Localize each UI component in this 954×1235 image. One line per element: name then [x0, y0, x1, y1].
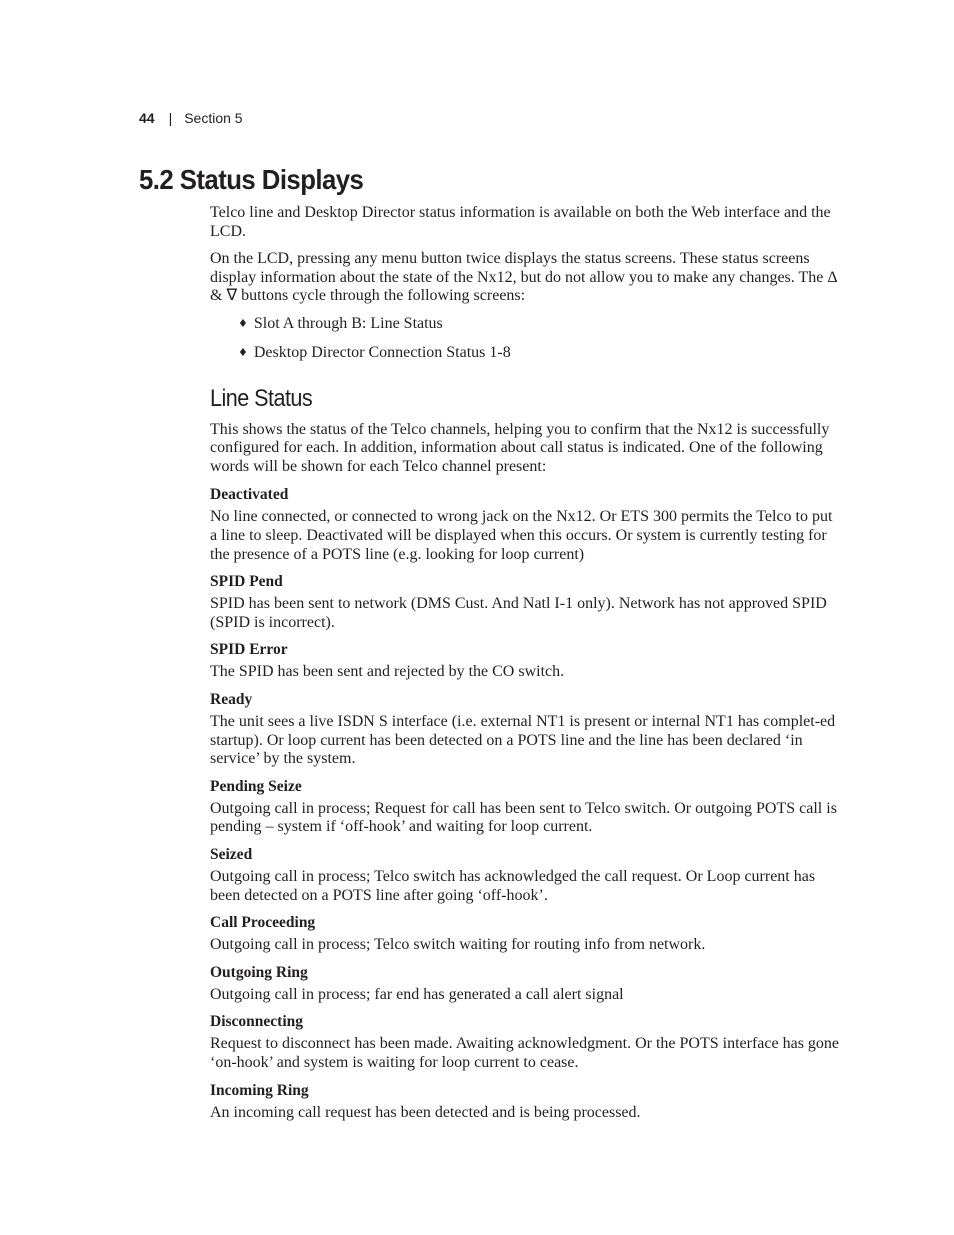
status-term — [210, 1081, 842, 1123]
term-definition: Outgoing call in process; Telco switch has acknowledged the call request. Or Loop current has been detected on a POTS line after going ‘off-hook’. — [210, 867, 816, 904]
term-definition: Outgoing call in process; Telco switch waiting for routing info from network. — [210, 936, 706, 954]
page-number: 44 — [139, 110, 155, 126]
term-definition: An incoming call request has been detected and is being processed. — [210, 1103, 641, 1121]
line-status-intro: This shows the status of the Telco channels, helping you to confirm that the Nx12 is successfully configured for each. In addition, information about call status is indicated. One of the following words will be shown for each Telco channel present: — [210, 420, 830, 475]
term-name: SPID Error — [210, 641, 288, 659]
term-definition: Outgoing call in process; far end has generated a call alert signal — [210, 985, 624, 1003]
line-status-heading: Line Status — [210, 384, 313, 412]
term-definition: Request to disconnect has been made. Awaiting acknowledgment. Or the POTS interface has gone ‘on-hook’ and system is waiting for loop current to cease. — [210, 1035, 840, 1071]
status-term — [210, 690, 842, 769]
list-item — [238, 315, 842, 335]
term-name: Outgoing Ring — [210, 963, 308, 981]
status-term — [210, 572, 842, 632]
term-name: Ready — [210, 691, 253, 708]
term-definition: Outgoing call in process; Request for call has been sent to Telco switch. Or outgoing POTS call is pending – system if ‘off-hook’ and waiting for loop current. — [210, 799, 837, 836]
term-definition: SPID has been sent to network (DMS Cust. And Natl I-1 only). Network has not approved SPID (SPID is incorrect). — [210, 595, 827, 631]
term-definition: No line connected, or connected to wrong jack on the Nx12. Or ETS 300 permits the Telco to put a line to sleep. Deactivated will be displayed when this occurs. Or system is currently testing for the presence of a POTS line (e.g. looking for loop current) — [210, 508, 833, 563]
status-term — [210, 845, 842, 905]
screen-list — [210, 315, 842, 364]
section-body — [210, 204, 842, 1130]
term-name: Deactivated — [210, 486, 289, 504]
list-item-text: Desktop Director Connection Status 1-8 — [253, 344, 511, 362]
status-term — [210, 913, 842, 955]
status-term — [210, 485, 842, 564]
section-label: Section 5 — [184, 110, 243, 126]
term-name: Call Proceeding — [210, 914, 316, 932]
running-header — [139, 108, 243, 128]
term-name: SPID Pend — [210, 573, 283, 591]
status-term — [210, 963, 842, 1005]
header-separator: | — [168, 110, 173, 126]
term-definition: The unit sees a live ISDN S interface (i.e. external NT1 is present or internal NT1 has complet-ed startup). Or loop current has been detected on a POTS line and the line has been declared ‘in service’ by the system. — [210, 713, 836, 768]
term-name: Disconnecting — [210, 1013, 303, 1031]
term-name: Seized — [210, 845, 253, 863]
diamond-bullet-icon: ♦ — [238, 316, 248, 330]
status-term — [210, 1012, 842, 1072]
term-definition: The SPID has been sent and rejected by the CO switch. — [210, 663, 565, 681]
list-item-text: Slot A through B: Line Status — [253, 314, 443, 332]
diamond-bullet-icon: ♦ — [238, 346, 248, 360]
section-title: 5.2 Status Displays — [139, 164, 364, 195]
term-name: Incoming Ring — [210, 1081, 309, 1099]
intro-paragraph: Telco line and Desktop Director status information is available on both the Web interface and the LCD. — [210, 204, 831, 240]
status-term — [210, 777, 842, 837]
status-term — [210, 640, 842, 682]
term-name: Pending Seize — [210, 777, 302, 795]
list-item — [238, 344, 842, 364]
intro-paragraph: On the LCD, pressing any menu button twice displays the status screens. These status screens display information about the state of the Nx12, but do not allow you to make any changes. The Δ & ∇ buttons cycle through the following screens: — [210, 250, 837, 305]
